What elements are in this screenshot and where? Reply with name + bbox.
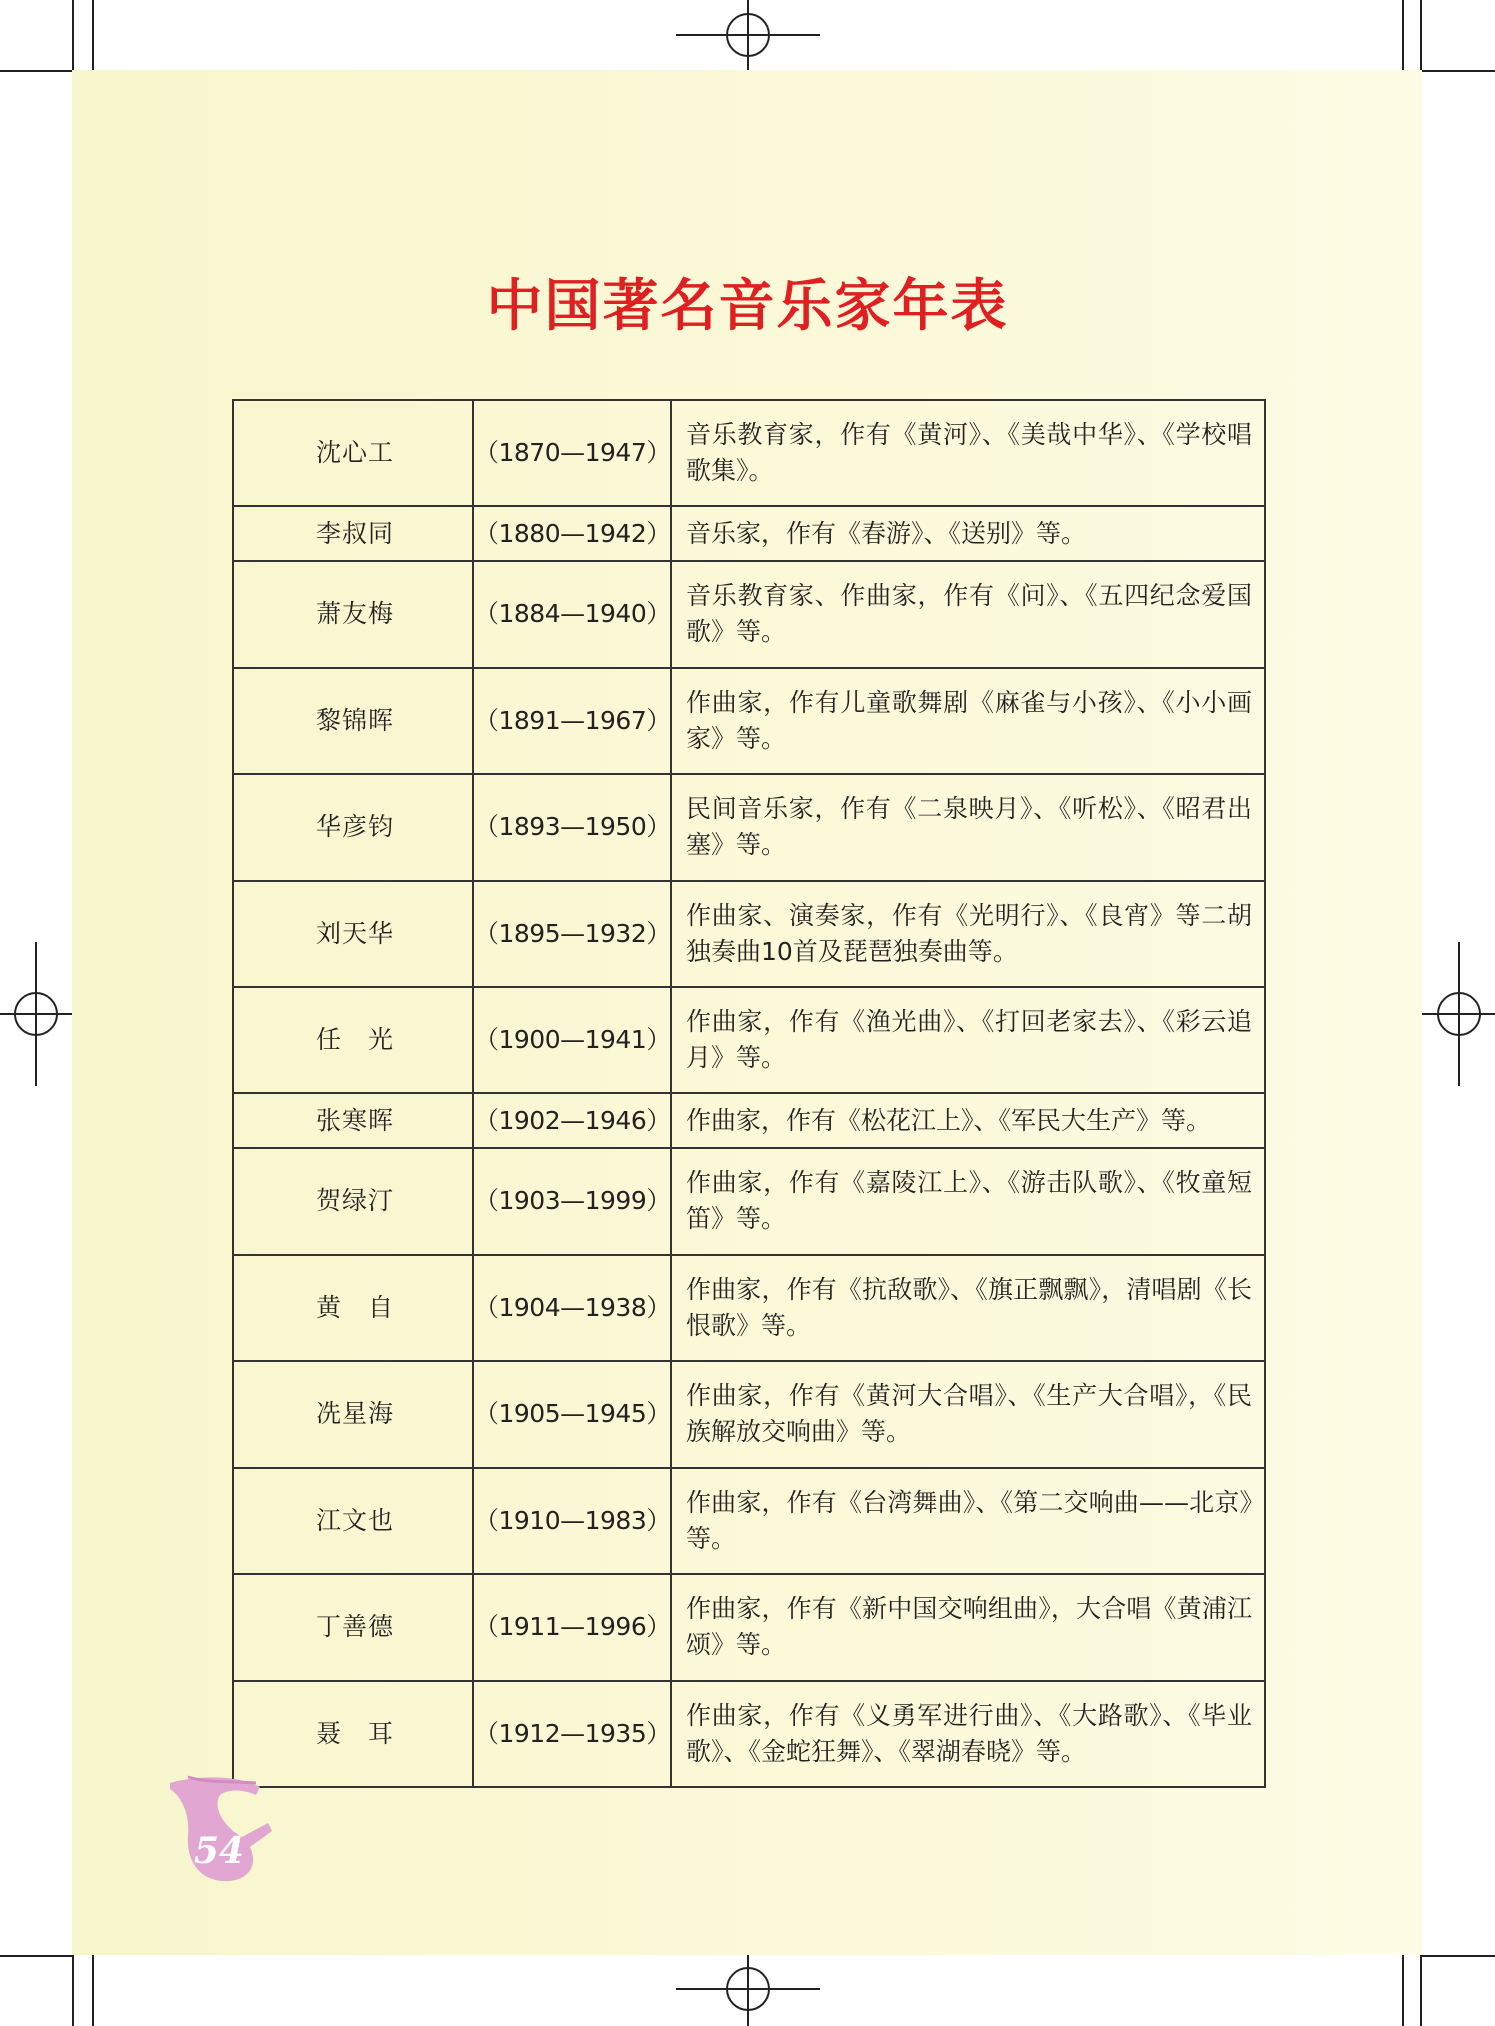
musician-name: 黄 自: [233, 1255, 473, 1361]
table-row: [233, 400, 1265, 506]
musician-description: 作曲家，作有《新中国交响组曲》，大合唱《黄浦江颂》等。: [671, 1574, 1265, 1680]
table-row: [233, 881, 1265, 987]
musician-name: 聂 耳: [233, 1681, 473, 1788]
musician-years: （1893—1950）: [473, 774, 671, 880]
musician-name: 冼星海: [233, 1361, 473, 1467]
musician-name: 丁善德: [233, 1574, 473, 1680]
musician-name: 刘天华: [233, 881, 473, 987]
musician-name: 贺绿汀: [233, 1148, 473, 1254]
table-row: [233, 1574, 1265, 1680]
musician-years: （1902—1946）: [473, 1093, 671, 1148]
musician-description: 音乐教育家，作有《黄河》、《美哉中华》、《学校唱歌集》。: [671, 400, 1265, 506]
musician-years: （1911—1996）: [473, 1574, 671, 1680]
page-title: 中国著名音乐家年表: [486, 274, 1009, 339]
musician-years: （1912—1935）: [473, 1681, 671, 1788]
musician-name: 华彦钧: [233, 774, 473, 880]
musician-years: （1895—1932）: [473, 881, 671, 987]
musician-description: 作曲家，作有《渔光曲》、《打回老家去》、《彩云追月》等。: [671, 987, 1265, 1093]
table-row: [233, 561, 1265, 667]
musician-description: 民间音乐家，作有《二泉映月》、《听松》、《昭君出塞》等。: [671, 774, 1265, 880]
musician-description: 音乐家，作有《春游》、《送别》等。: [671, 506, 1265, 561]
musician-description: 作曲家，作有《义勇军进行曲》、《大路歌》、《毕业歌》、《金蛇狂舞》、《翠湖春晓》等。: [671, 1681, 1265, 1788]
musician-description: 作曲家，作有《嘉陵江上》、《游击队歌》、《牧童短笛》等。: [671, 1148, 1265, 1254]
musician-name: 沈心工: [233, 400, 473, 506]
musician-years: （1880—1942）: [473, 506, 671, 561]
musician-description: 音乐教育家、作曲家，作有《问》、《五四纪念爱国歌》等。: [671, 561, 1265, 667]
musician-description: 作曲家，作有《抗敌歌》、《旗正飘飘》，清唱剧《长恨歌》等。: [671, 1255, 1265, 1361]
table-row: [233, 1093, 1265, 1148]
musician-years: （1910—1983）: [473, 1468, 671, 1574]
musician-years: （1905—1945）: [473, 1361, 671, 1467]
musician-name: 张寒晖: [233, 1093, 473, 1148]
musician-name: 江文也: [233, 1468, 473, 1574]
musician-description: 作曲家，作有儿童歌舞剧《麻雀与小孩》、《小小画家》等。: [671, 668, 1265, 774]
musician-description: 作曲家，作有《松花江上》、《军民大生产》等。: [671, 1093, 1265, 1148]
musician-chronology-table: [232, 399, 1266, 1788]
musician-years: （1900—1941）: [473, 987, 671, 1093]
table-row: [233, 987, 1265, 1093]
musician-years: （1891—1967）: [473, 668, 671, 774]
table-row: [233, 1361, 1265, 1467]
musician-description: 作曲家，作有《台湾舞曲》、《第二交响曲——北京》等。: [671, 1468, 1265, 1574]
table-row: [233, 1468, 1265, 1574]
musician-years: （1904—1938）: [473, 1255, 671, 1361]
table-row: [233, 506, 1265, 561]
musician-years: （1870—1947）: [473, 400, 671, 506]
table-row: [233, 774, 1265, 880]
table-row: [233, 668, 1265, 774]
table-row: [233, 1255, 1265, 1361]
table-row: [233, 1148, 1265, 1254]
musician-name: 任 光: [233, 987, 473, 1093]
musician-name: 黎锦晖: [233, 668, 473, 774]
musician-years: （1903—1999）: [473, 1148, 671, 1254]
musician-description: 作曲家、演奏家，作有《光明行》、《良宵》等二胡独奏曲10首及琵琶独奏曲等。: [671, 881, 1265, 987]
page-number: 54: [194, 1830, 245, 1872]
musician-name: 萧友梅: [233, 561, 473, 667]
musician-years: （1884—1940）: [473, 561, 671, 667]
table-row: [233, 1681, 1265, 1788]
musician-name: 李叔同: [233, 506, 473, 561]
musician-description: 作曲家，作有《黄河大合唱》、《生产大合唱》，《民族解放交响曲》等。: [671, 1361, 1265, 1467]
